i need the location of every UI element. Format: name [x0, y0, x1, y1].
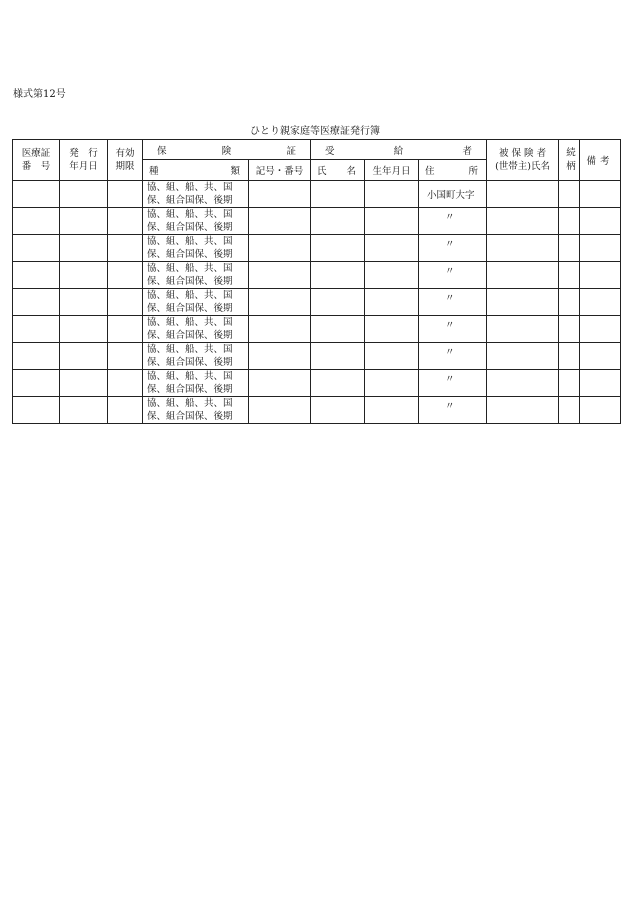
form-number: 様式第12号 [13, 89, 66, 100]
header-address: 住 所 [419, 160, 487, 181]
cell-card-number[interactable] [13, 397, 60, 424]
header-card-number: 医療証 番 号 [13, 140, 60, 181]
cell-recipient-name[interactable] [311, 370, 365, 397]
cell-insured-name[interactable] [487, 235, 559, 262]
cell-issue-date[interactable] [60, 316, 108, 343]
cell-issue-date[interactable] [60, 370, 108, 397]
header-recipient-name: 氏 名 [311, 160, 365, 181]
header-symbol-number: 記号・番号 [249, 160, 311, 181]
cell-remarks[interactable] [580, 316, 621, 343]
cell-symbol-number[interactable] [249, 397, 311, 424]
cell-valid-period[interactable] [108, 208, 143, 235]
cell-insurance-type: 協、組、船、共、国 保、組合国保、後期 [143, 343, 249, 370]
cell-insurance-type: 協、組、船、共、国 保、組合国保、後期 [143, 397, 249, 424]
cell-valid-period[interactable] [108, 235, 143, 262]
header-valid-period: 有効 期限 [108, 140, 143, 181]
document-title: ひとり親家庭等医療証発行簿 [250, 126, 380, 137]
cell-issue-date[interactable] [60, 208, 108, 235]
cell-symbol-number[interactable] [249, 181, 311, 208]
header-remarks: 備考 [580, 140, 621, 181]
cell-insured-name[interactable] [487, 343, 559, 370]
cell-recipient-name[interactable] [311, 235, 365, 262]
header-insurance-type: 種 類 [143, 160, 249, 181]
cell-remarks[interactable] [580, 397, 621, 424]
header-insurance-card: 保 険 証 [143, 140, 311, 160]
cell-remarks[interactable] [580, 235, 621, 262]
cell-birthdate[interactable] [365, 235, 419, 262]
cell-recipient-name[interactable] [311, 316, 365, 343]
cell-address[interactable]: 〃 [419, 262, 487, 289]
cell-symbol-number[interactable] [249, 316, 311, 343]
cell-card-number[interactable] [13, 208, 60, 235]
cell-birthdate[interactable] [365, 208, 419, 235]
cell-birthdate[interactable] [365, 289, 419, 316]
cell-issue-date[interactable] [60, 343, 108, 370]
cell-remarks[interactable] [580, 289, 621, 316]
cell-relationship[interactable] [559, 343, 580, 370]
cell-address[interactable]: 小国町大字 [419, 181, 487, 208]
cell-birthdate[interactable] [365, 262, 419, 289]
cell-insurance-type: 協、組、船、共、国 保、組合国保、後期 [143, 289, 249, 316]
cell-insured-name[interactable] [487, 181, 559, 208]
cell-recipient-name[interactable] [311, 289, 365, 316]
cell-symbol-number[interactable] [249, 343, 311, 370]
cell-valid-period[interactable] [108, 181, 143, 208]
cell-insurance-type: 協、組、船、共、国 保、組合国保、後期 [143, 370, 249, 397]
cell-address[interactable]: 〃 [419, 289, 487, 316]
cell-issue-date[interactable] [60, 397, 108, 424]
cell-relationship[interactable] [559, 289, 580, 316]
cell-remarks[interactable] [580, 370, 621, 397]
cell-card-number[interactable] [13, 316, 60, 343]
cell-remarks[interactable] [580, 343, 621, 370]
cell-address[interactable]: 〃 [419, 397, 487, 424]
cell-relationship[interactable] [559, 316, 580, 343]
cell-card-number[interactable] [13, 370, 60, 397]
header-recipient: 受 給 者 [311, 140, 487, 160]
cell-insured-name[interactable] [487, 289, 559, 316]
cell-birthdate[interactable] [365, 343, 419, 370]
header-issue-date: 発 行 年月日 [60, 140, 108, 181]
cell-address[interactable]: 〃 [419, 370, 487, 397]
cell-valid-period[interactable] [108, 262, 143, 289]
cell-issue-date[interactable] [60, 181, 108, 208]
cell-card-number[interactable] [13, 262, 60, 289]
header-relationship: 続柄 [559, 140, 580, 181]
cell-card-number[interactable] [13, 343, 60, 370]
cell-birthdate[interactable] [365, 397, 419, 424]
cell-relationship[interactable] [559, 208, 580, 235]
table-row [13, 235, 621, 262]
cell-recipient-name[interactable] [311, 397, 365, 424]
table-row [13, 181, 621, 208]
issuance-register-table [12, 139, 621, 424]
header-insured-name: 被 保 険 者 (世帯主)氏名 [487, 140, 559, 181]
cell-insured-name[interactable] [487, 397, 559, 424]
cell-insured-name[interactable] [487, 316, 559, 343]
cell-card-number[interactable] [13, 235, 60, 262]
table-row [13, 397, 621, 424]
cell-birthdate[interactable] [365, 370, 419, 397]
cell-relationship[interactable] [559, 397, 580, 424]
cell-symbol-number[interactable] [249, 235, 311, 262]
cell-symbol-number[interactable] [249, 289, 311, 316]
table-row [13, 343, 621, 370]
cell-insurance-type: 協、組、船、共、国 保、組合国保、後期 [143, 316, 249, 343]
cell-valid-period[interactable] [108, 316, 143, 343]
cell-insured-name[interactable] [487, 208, 559, 235]
cell-address[interactable]: 〃 [419, 343, 487, 370]
cell-valid-period[interactable] [108, 289, 143, 316]
cell-valid-period[interactable] [108, 343, 143, 370]
cell-birthdate[interactable] [365, 316, 419, 343]
cell-valid-period[interactable] [108, 397, 143, 424]
cell-relationship[interactable] [559, 262, 580, 289]
cell-remarks[interactable] [580, 262, 621, 289]
header-birthdate: 生年月日 [365, 160, 419, 181]
cell-recipient-name[interactable] [311, 343, 365, 370]
cell-insured-name[interactable] [487, 262, 559, 289]
register-body [13, 181, 621, 424]
cell-insurance-type: 協、組、船、共、国 保、組合国保、後期 [143, 181, 249, 208]
cell-card-number[interactable] [13, 181, 60, 208]
table-row [13, 262, 621, 289]
cell-insured-name[interactable] [487, 370, 559, 397]
cell-insurance-type: 協、組、船、共、国 保、組合国保、後期 [143, 262, 249, 289]
cell-issue-date[interactable] [60, 235, 108, 262]
cell-remarks[interactable] [580, 208, 621, 235]
cell-address[interactable]: 〃 [419, 235, 487, 262]
table-row [13, 289, 621, 316]
cell-recipient-name[interactable] [311, 181, 365, 208]
cell-symbol-number[interactable] [249, 262, 311, 289]
cell-relationship[interactable] [559, 235, 580, 262]
cell-recipient-name[interactable] [311, 262, 365, 289]
header-row-1 [13, 140, 621, 160]
cell-symbol-number[interactable] [249, 370, 311, 397]
table-row [13, 208, 621, 235]
cell-address[interactable]: 〃 [419, 208, 487, 235]
cell-birthdate[interactable] [365, 181, 419, 208]
cell-remarks[interactable] [580, 181, 621, 208]
cell-recipient-name[interactable] [311, 208, 365, 235]
cell-issue-date[interactable] [60, 262, 108, 289]
cell-valid-period[interactable] [108, 370, 143, 397]
cell-insurance-type: 協、組、船、共、国 保、組合国保、後期 [143, 208, 249, 235]
cell-relationship[interactable] [559, 370, 580, 397]
cell-relationship[interactable] [559, 181, 580, 208]
cell-insurance-type: 協、組、船、共、国 保、組合国保、後期 [143, 235, 249, 262]
cell-address[interactable]: 〃 [419, 316, 487, 343]
table-row [13, 370, 621, 397]
cell-card-number[interactable] [13, 289, 60, 316]
cell-issue-date[interactable] [60, 289, 108, 316]
table-row [13, 316, 621, 343]
cell-symbol-number[interactable] [249, 208, 311, 235]
